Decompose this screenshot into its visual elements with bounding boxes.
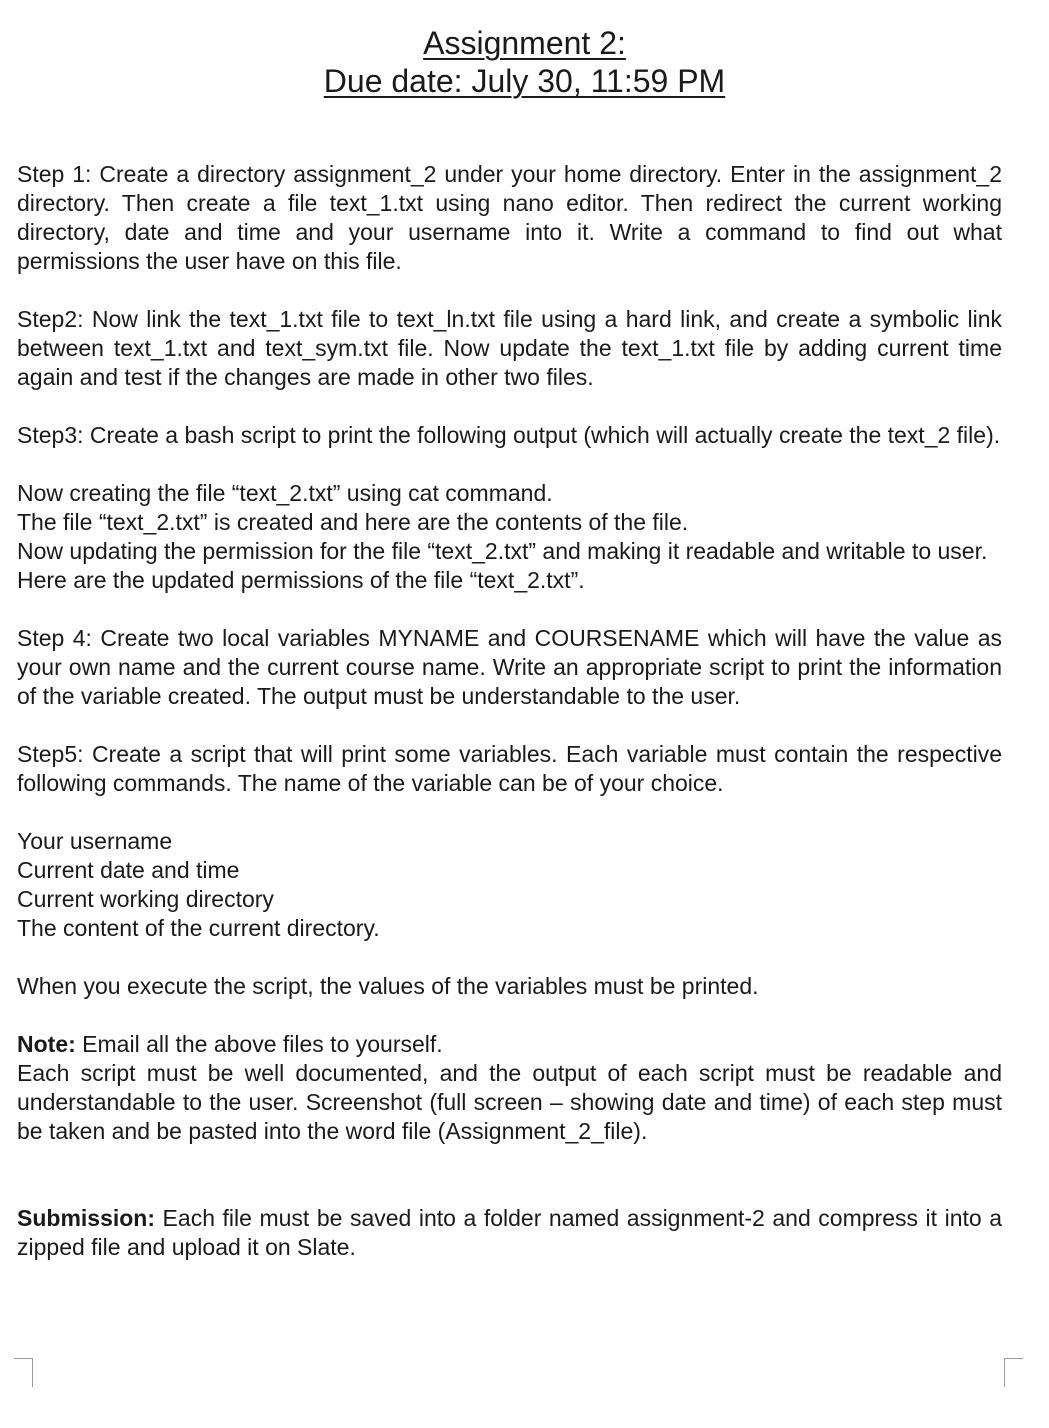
submission-label: Submission: xyxy=(17,1205,156,1231)
note-label: Note: xyxy=(17,1031,76,1057)
step-1-paragraph: Step 1: Create a directory assignment_2 under your home directory. Enter in the assignment_2 directory. Then create a file text_1.txt using nano editor. Then redirect the current working directory, date and time and your username into it. Write a command to find out what permissions the user have on this file. xyxy=(17,161,1002,274)
note-details: Each script must be well documented, and the output of each script must be readable and understandable to the user. Screenshot (full screen – showing date and time) of each step must be taken and be pasted into the word file (Assignment_2_file). xyxy=(17,1060,1002,1144)
step-5-result: When you execute the script, the values of the variables must be printed. xyxy=(17,973,759,999)
step-5-paragraph: Step5: Create a script that will print some variables. Each variable must contain the respective following commands. The name of the variable can be of your choice. xyxy=(17,741,1002,796)
note-text: Email all the above files to yourself. xyxy=(75,1031,443,1057)
note-line xyxy=(17,1030,1002,1059)
page-corner-marker-left xyxy=(14,1358,33,1387)
step-4-paragraph: Step 4: Create two local variables MYNAME and COURSENAME which will have the value as your own name and the current course name. Write an appropriate script to print the information of the variable created. The output must be understandable to the user. xyxy=(17,625,1002,709)
submission-text: Each file must be saved into a folder named assignment-2 and compress it into a zipped file and upload it on Slate. xyxy=(17,1205,1002,1260)
list-item: Current date and time xyxy=(17,857,240,883)
assignment-body xyxy=(17,160,1002,1262)
step-3-output-line: The file “text_2.txt” is created and here are the contents of the file. xyxy=(17,509,689,535)
step-3-output-line: Here are the updated permissions of the file “text_2.txt”. xyxy=(17,567,585,593)
step-2-paragraph: Step2: Now link the text_1.txt file to text_ln.txt file using a hard link, and create a symbolic link between text_1.txt and text_sym.txt file. Now update the text_1.txt file by adding current time again and test if the changes are made in other two files. xyxy=(17,306,1002,390)
step-3-output-line: Now updating the permission for the file “text_2.txt” and making it readable and writable to user. xyxy=(17,538,988,564)
step-3-output-list xyxy=(17,479,1002,595)
submission-paragraph xyxy=(17,1204,1002,1262)
list-item: Your username xyxy=(17,828,173,854)
list-item: The content of the current directory. xyxy=(17,915,380,941)
list-item: Current working directory xyxy=(17,886,274,912)
page-header xyxy=(0,24,1049,100)
step-5-items-list xyxy=(17,827,1002,943)
step-3-paragraph: Step3: Create a bash script to print the following output (which will actually create the text_2 file). xyxy=(17,422,1001,448)
page-corner-marker-right xyxy=(1004,1358,1023,1387)
step-3-output-line: Now creating the file “text_2.txt” using cat command. xyxy=(17,480,553,506)
page-title: Assignment 2: xyxy=(423,25,626,61)
due-date: Due date: July 30, 11:59 PM xyxy=(323,63,726,99)
